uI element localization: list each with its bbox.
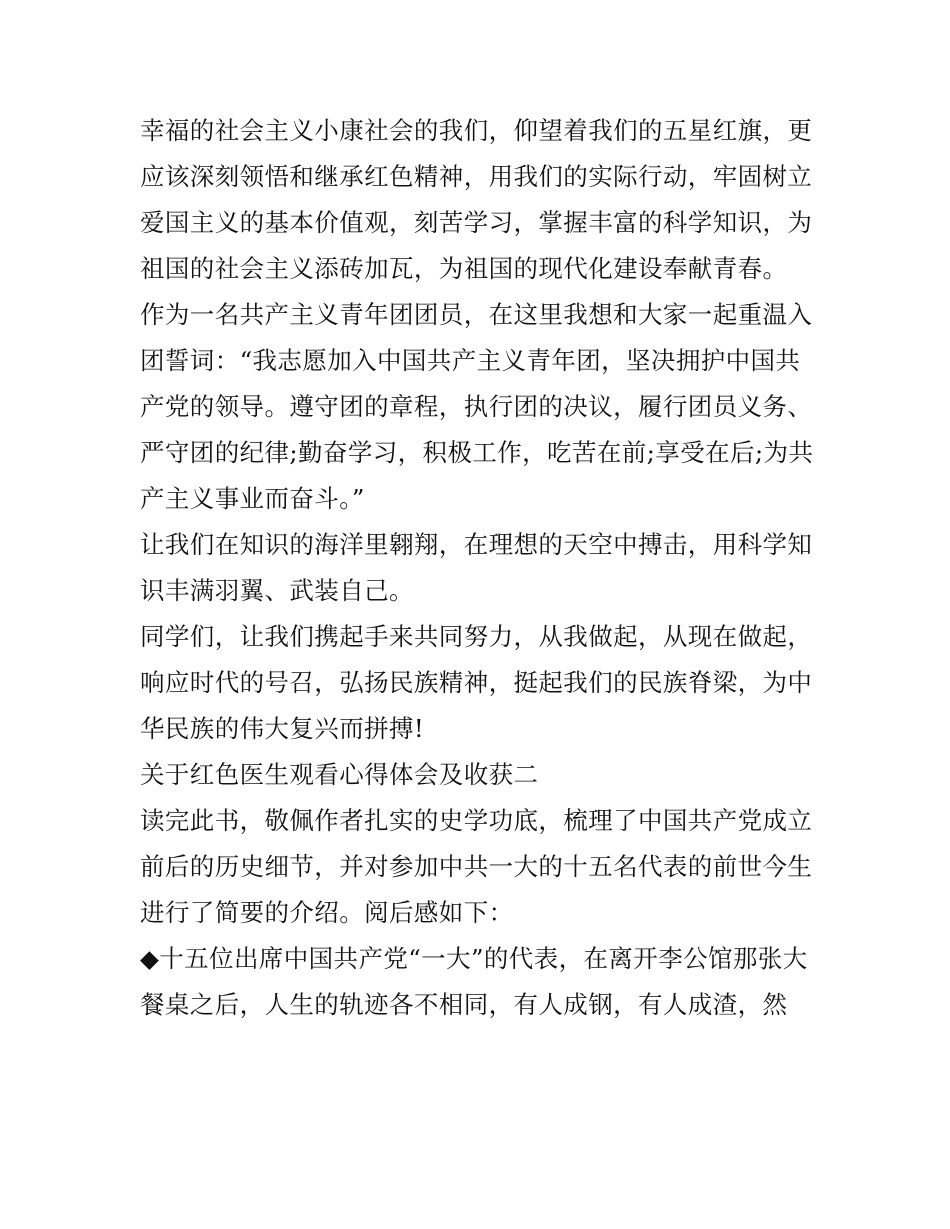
- text-line: 读完此书，敬佩作者扎实的史学功底，梳理了中国共产党成立: [140, 806, 813, 835]
- paragraph: [140, 292, 820, 522]
- text-line: 识丰满羽翼、武装自己。: [140, 576, 414, 605]
- text-line: 作为一名共产主义青年团团员，在这里我想和大家一起重温入: [140, 300, 813, 329]
- text-line: 幸福的社会主义小康社会的我们，仰望着我们的五星红旗，更: [140, 116, 813, 145]
- document-body: [140, 108, 820, 1028]
- paragraph: [140, 936, 820, 1028]
- text-line: 祖国的社会主义添砖加瓦，为祖国的现代化建设奉献青春。: [140, 254, 788, 283]
- text-line: 响应时代的号召，弘扬民族精神，挺起我们的民族脊梁，为中: [140, 668, 813, 697]
- text-line: 团誓词：“我志愿加入中国共产主义青年团，坚决拥护中国共: [140, 346, 801, 375]
- section-heading: [140, 752, 820, 798]
- text-line: 应该深刻领悟和继承红色精神，用我们的实际行动，牢固树立: [140, 162, 813, 191]
- heading-line: 关于红色医生观看心得体会及收获二: [140, 760, 539, 789]
- text-line: 进行了简要的介绍。阅后感如下：: [140, 898, 514, 927]
- text-line: ◆十五位出席中国共产党“一大”的代表，在离开李公馆那张大: [140, 944, 808, 973]
- paragraph: [140, 798, 820, 936]
- text-line: 华民族的伟大复兴而拼搏!: [140, 714, 425, 743]
- paragraph: [140, 614, 820, 752]
- paragraph: [140, 522, 820, 614]
- paragraph: [140, 108, 820, 292]
- text-line: 同学们，让我们携起手来共同努力，从我做起，从现在做起，: [140, 622, 813, 651]
- text-line: 让我们在知识的海洋里翱翔，在理想的天空中搏击，用科学知: [140, 530, 813, 559]
- text-line: 餐桌之后，人生的轨迹各不相同，有人成钢，有人成渣，然: [140, 990, 788, 1019]
- text-line: 严守团的纪律;勤奋学习，积极工作，吃苦在前;享受在后;为共: [140, 438, 814, 467]
- text-line: 前后的历史细节，并对参加中共一大的十五名代表的前世今生: [140, 852, 813, 881]
- text-line: 爱国主义的基本价值观，刻苦学习，掌握丰富的科学知识，为: [140, 208, 813, 237]
- text-line: 产主义事业而奋斗。”: [140, 484, 365, 513]
- text-line: 产党的领导。遵守团的章程，执行团的决议，履行团员义务、: [140, 392, 813, 421]
